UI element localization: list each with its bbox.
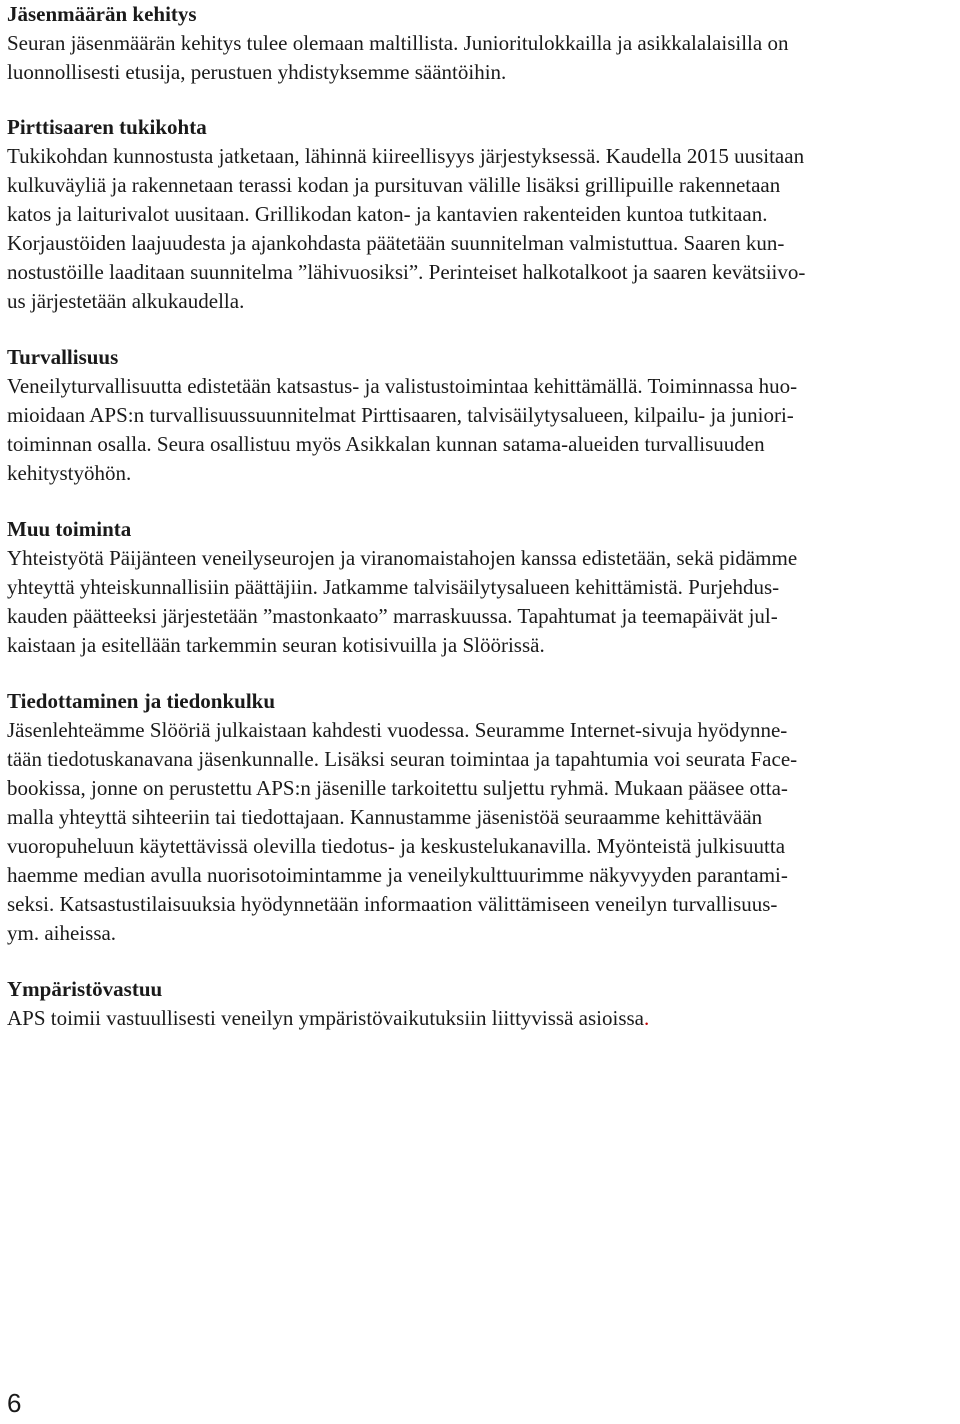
text-line: nostustöille laaditaan suunnitelma ”lähivuosiksi”. Perinteiset halkotalkoot ja saaren kevätsiivo- — [7, 260, 806, 284]
paragraph — [7, 544, 797, 660]
text-line: haemme median avulla nuorisotoimintamme ja veneilykulttuurimme näkyvyyden parantami- — [7, 863, 788, 887]
text-line: toiminnan osalla. Seura osallistuu myös Asikkalan kunnan satama-alueiden turvallisuuden — [7, 432, 765, 456]
text-line: luonnollisesti etusija, perustuen yhdistyksemme sääntöihin. — [7, 60, 507, 84]
text-line: vuoropuheluun käytettävissä olevilla tiedotus- ja keskustelukanavilla. Myönteistä julkisuutta — [7, 834, 786, 858]
text-line — [7, 1004, 649, 1033]
text-line: kaistaan ja esitellään tarkemmin seuran kotisivuilla ja Slöörissä. — [7, 633, 545, 657]
section-heading: Pirttisaaren tukikohta — [7, 115, 207, 139]
text-line: kulkuväyliä ja rakennetaan terassi kodan ja pursituvan välille lisäksi grillipuille rakennetaan — [7, 173, 781, 197]
text-line: seksi. Katsastustilaisuuksia hyödynnetään informaation välittämiseen veneilyn turvallisuus- — [7, 892, 778, 916]
section-heading: Jäsenmäärän kehitys — [7, 2, 197, 26]
text-line: Yhteistyötä Päijänteen veneilyseurojen ja viranomaistahojen kanssa edistetään, sekä pidämme — [7, 546, 798, 570]
text-line-content: APS toimii vastuullisesti veneilyn ympäristövaikutuksiin liittyvissä asioissa — [7, 1006, 644, 1030]
text-line: mioidaan APS:n turvallisuussuunnitelmat Pirttisaaren, talvisäilytysalueen, kilpailu- ja juniori- — [7, 403, 794, 427]
text-line: Veneilyturvallisuutta edistetään katsastus- ja valistustoimintaa kehittämällä. Toiminnassa huo- — [7, 374, 798, 398]
section-pirttisaaren-tukikohta — [7, 113, 805, 316]
paragraph — [7, 142, 805, 316]
section-heading: Turvallisuus — [7, 345, 119, 369]
text-line: Jäsenlehteämme Slööriä julkaistaan kahdesti vuodessa. Seuramme Internet-sivuja hyödynne- — [7, 718, 788, 742]
text-line: Tukikohdan kunnostusta jatketaan, lähinnä kiireellisyys järjestyksessä. Kaudella 2015 uusitaan — [7, 144, 805, 168]
text-line: ym. aiheissa. — [7, 921, 117, 945]
text-line: tään tiedotuskanavana jäsenkunnalle. Lisäksi seuran toimintaa ja tapahtumia voi seurata Face- — [7, 747, 798, 771]
paragraph — [7, 716, 797, 948]
text-line: kehitystyöhön. — [7, 461, 132, 485]
text-line: katos ja laiturivalot uusitaan. Grillikodan katon- ja kantavien rakenteiden kuntoa tutkitaan. — [7, 202, 768, 226]
section-heading: Tiedottaminen ja tiedonkulku — [7, 689, 276, 713]
text-line: Korjaustöiden laajuudesta ja ajankohdasta päätetään suunnitelman valmistuttua. Saaren kun- — [7, 231, 785, 255]
paragraph — [7, 1004, 649, 1033]
page-number: 6 — [7, 1388, 22, 1418]
text-line: kauden päätteeksi järjestetään ”mastonkaato” marraskuussa. Tapahtumat ja teemapäivät jul- — [7, 604, 778, 628]
text-line: yhteyttä yhteiskunnallisiin päättäjiin. Jatkamme talvisäilytysalueen kehittämistä. Purjehdus- — [7, 575, 780, 599]
section-ymparistovastuu — [7, 975, 649, 1033]
trailing-mark: . — [644, 1006, 650, 1030]
section-jasenmaaran-kehitys — [7, 0, 788, 87]
section-heading: Muu toiminta — [7, 517, 132, 541]
text-line: Seuran jäsenmäärän kehitys tulee olemaan maltillista. Junioritulokkailla ja asikkalalaisilla on — [7, 31, 789, 55]
paragraph — [7, 372, 797, 488]
text-line: bookissa, jonne on perustettu APS:n jäsenille tarkoitettu suljettu ryhmä. Mukaan pääsee otta- — [7, 776, 788, 800]
section-tiedottaminen — [7, 687, 797, 948]
paragraph — [7, 29, 788, 87]
section-turvallisuus — [7, 343, 797, 488]
section-muu-toiminta — [7, 515, 797, 660]
text-line: us järjestetään alkukaudella. — [7, 289, 245, 313]
section-heading: Ympäristövastuu — [7, 977, 163, 1001]
text-line: malla yhteyttä sihteeriin tai tiedottajaan. Kannustamme jäsenistöä seuraamme kehittävään — [7, 805, 763, 829]
